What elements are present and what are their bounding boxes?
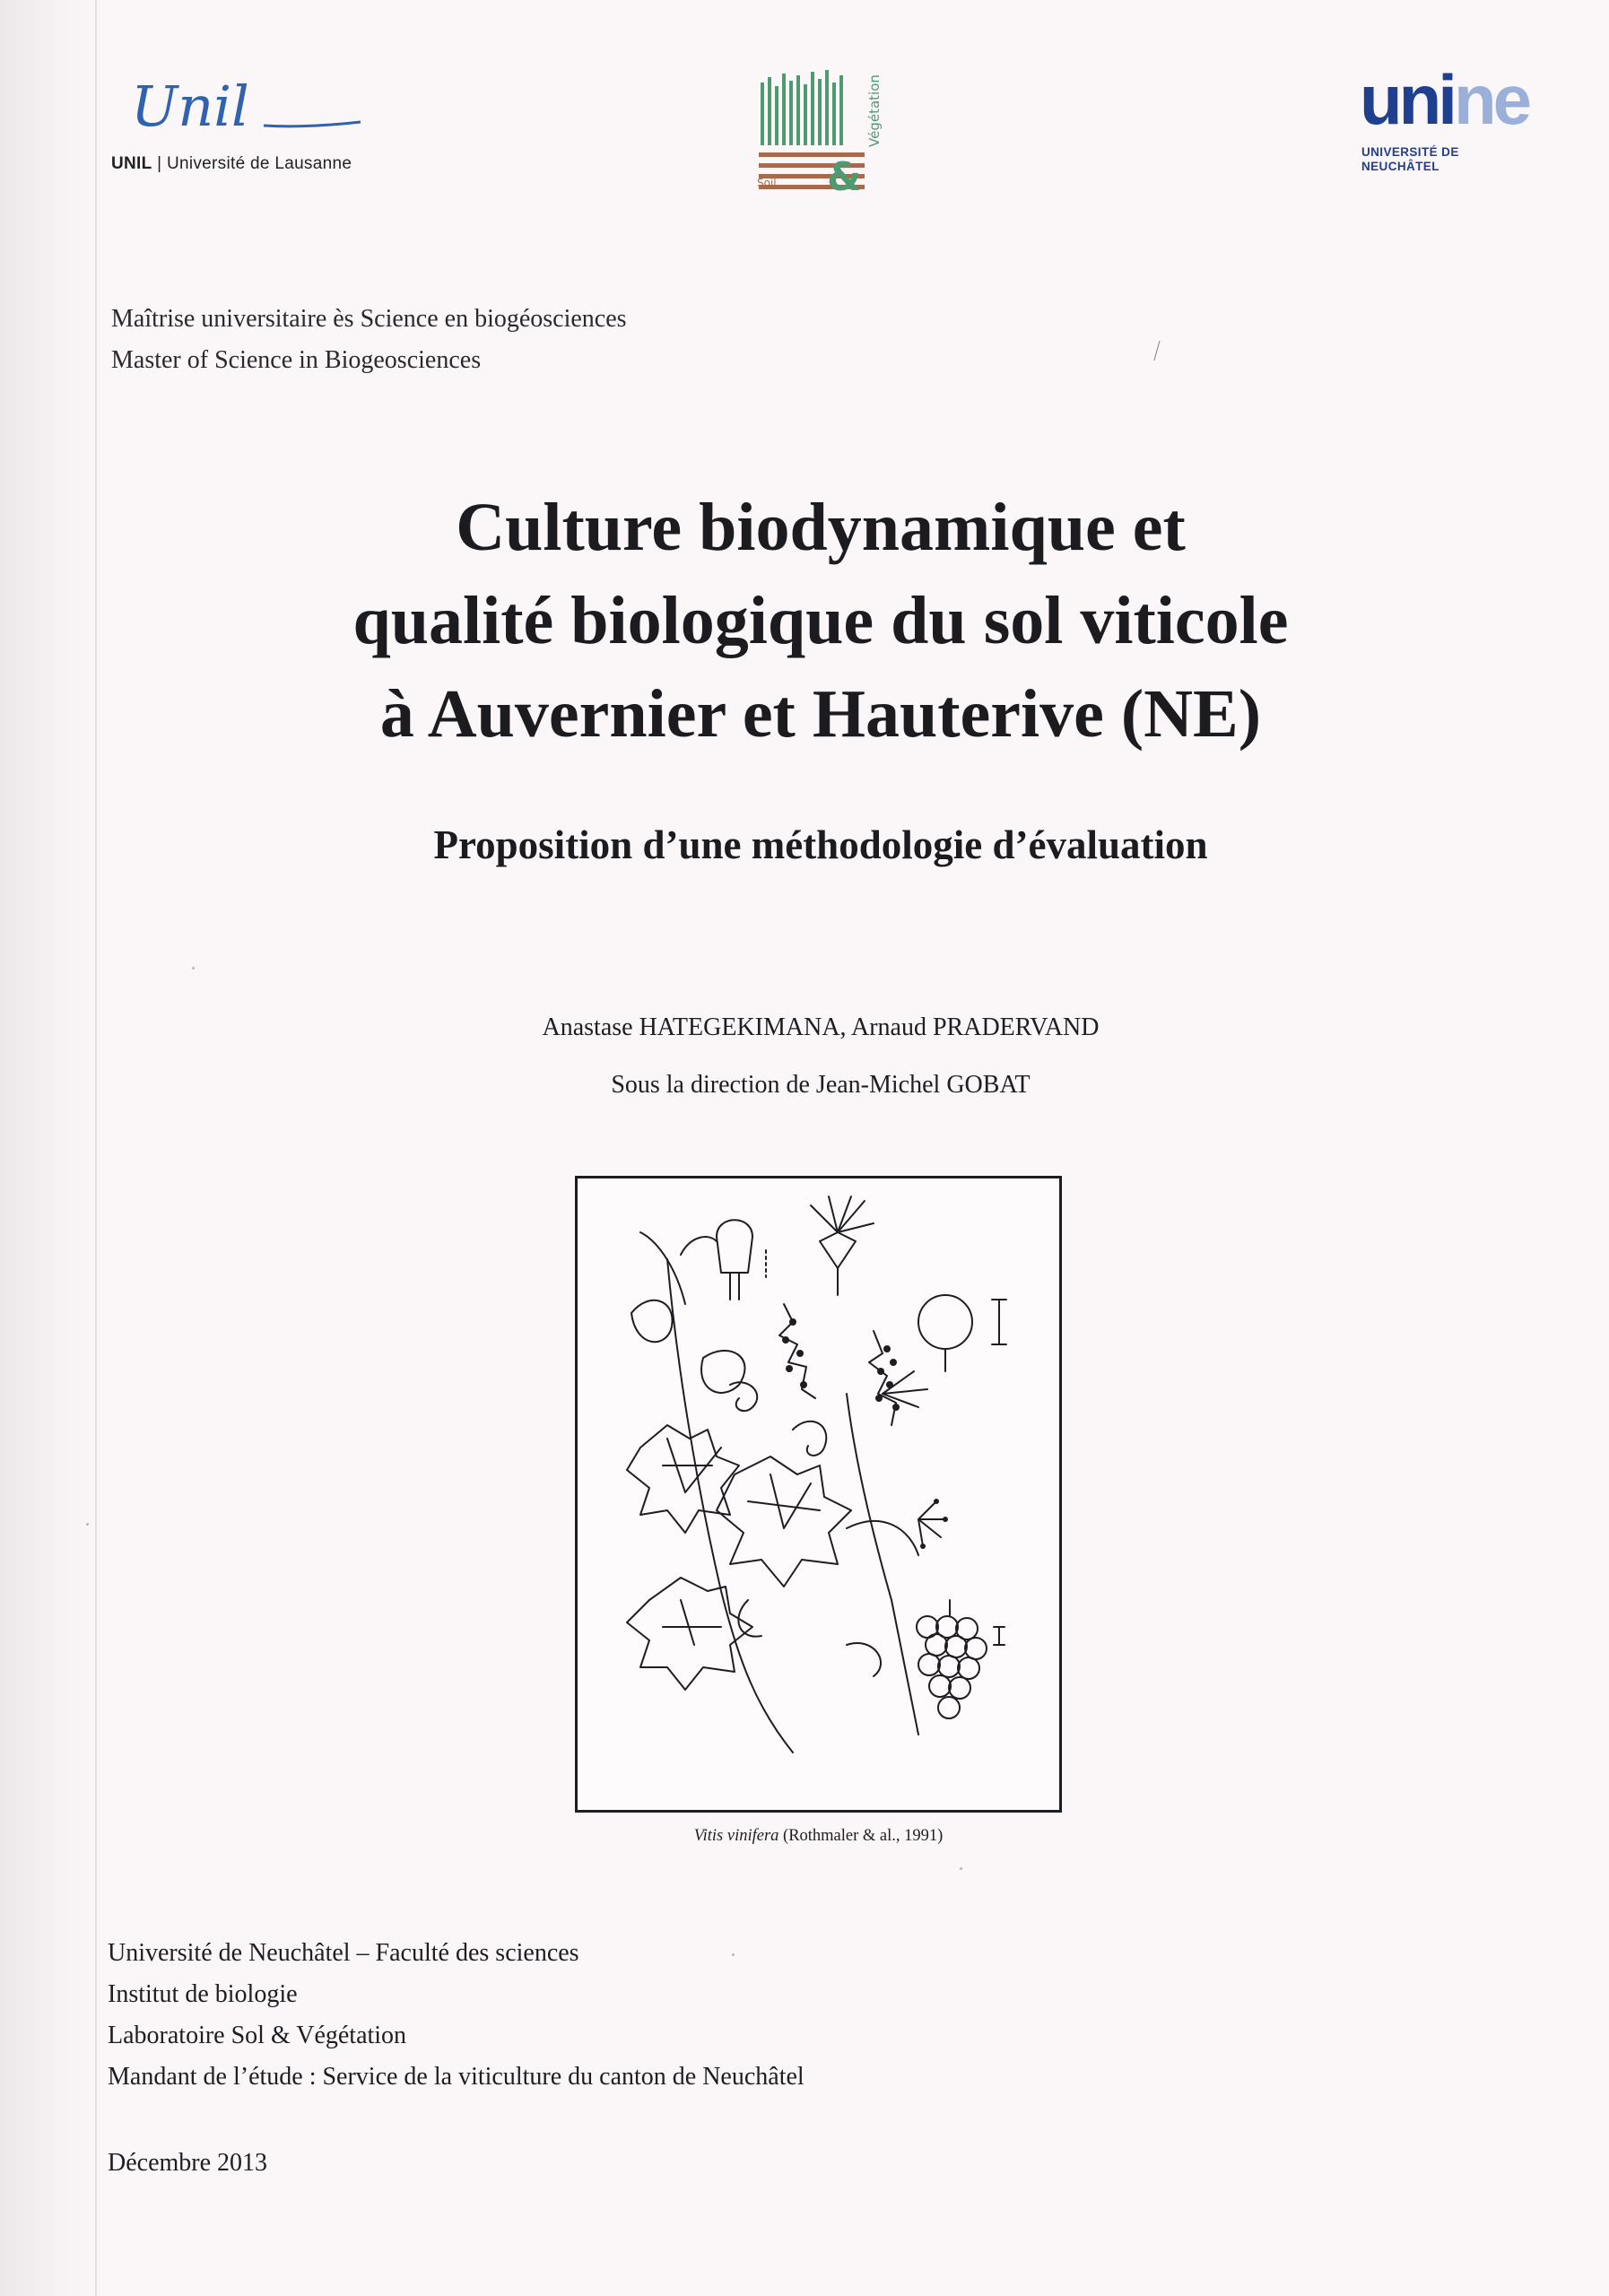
authors: Anastase HATEGEKIMANA, Arnaud PRADERVAND bbox=[542, 1013, 1100, 1041]
grape-cluster bbox=[917, 1600, 987, 1718]
page-title bbox=[135, 481, 1507, 761]
unine-word-a: uni bbox=[1360, 60, 1454, 139]
title-line-2: qualité biologique du sol viticole bbox=[352, 583, 1289, 658]
unil-abbr: UNIL bbox=[111, 154, 152, 173]
vine-leaf bbox=[627, 1425, 739, 1533]
paper-speck bbox=[732, 1953, 735, 1956]
soil-vegetation-logo bbox=[753, 66, 897, 210]
unine-logo bbox=[1360, 60, 1539, 181]
unine-line1: UNIVERSITÉ DE bbox=[1361, 145, 1459, 159]
figure-caption bbox=[575, 1824, 1062, 1848]
scale-bar bbox=[992, 1300, 1006, 1344]
program-french: Maîtrise universitaire ès Science en biogéosciences bbox=[111, 305, 627, 333]
institution-line-2: Institut de biologie bbox=[108, 1980, 298, 2008]
stamen-detail bbox=[811, 1196, 874, 1232]
program-english: Master of Science in Biogeosciences bbox=[111, 346, 482, 374]
page-subtitle: Proposition d’une méthodologie d’évaluation bbox=[433, 822, 1208, 867]
paper-speck bbox=[192, 967, 195, 970]
flower-bud-detail bbox=[717, 1220, 752, 1273]
sv-ampersand: & bbox=[827, 154, 862, 200]
tendril bbox=[730, 1382, 757, 1411]
main-shoot bbox=[667, 1259, 793, 1752]
institution-block bbox=[108, 1933, 804, 2098]
institution-line-3: Laboratoire Sol & Végétation bbox=[108, 2022, 407, 2049]
pen-tick-mark: ∕ bbox=[1150, 337, 1164, 365]
title-line-1: Culture biodynamique et bbox=[456, 490, 1186, 565]
unil-logo bbox=[111, 74, 398, 181]
unine-word-b: ne bbox=[1453, 60, 1528, 139]
vitis-illustration-frame bbox=[575, 1176, 1062, 1813]
sv-vegetation-word: Végétation bbox=[866, 74, 883, 147]
supervisor: Sous la direction de Jean-Michel GOBAT bbox=[611, 1071, 1031, 1099]
sv-soil-word: Soil bbox=[757, 177, 777, 189]
grapevine-drawing bbox=[578, 1178, 1059, 1810]
unil-separator: | bbox=[157, 154, 162, 173]
paper-speck bbox=[86, 1523, 89, 1526]
caption-species: Vitis vinifera bbox=[693, 1827, 779, 1845]
unil-swash-stroke bbox=[264, 122, 361, 126]
unine-line2: NEUCHÂTEL bbox=[1361, 160, 1439, 173]
institution-line-4: Mandant de l’étude : Service de la viticulture du canton de Neuchâtel bbox=[108, 2063, 804, 2091]
title-line-3: à Auvernier et Hauterive (NE) bbox=[379, 676, 1262, 752]
publication-date: Décembre 2013 bbox=[108, 2149, 268, 2177]
unil-text bbox=[111, 154, 352, 174]
vegetation-bars bbox=[761, 70, 843, 145]
unil-script-mark bbox=[131, 74, 364, 145]
unine-wordmark bbox=[1360, 60, 1528, 139]
program-block bbox=[111, 299, 627, 381]
page-edge-shadow bbox=[0, 0, 97, 2296]
caption-source: (Rothmaler & al., 1991) bbox=[778, 1827, 944, 1845]
institution-line-1: Université de Neuchâtel – Faculté des sciences bbox=[108, 1939, 579, 1967]
paper-speck bbox=[960, 1867, 962, 1870]
unil-name: Université de Lausanne bbox=[166, 154, 352, 173]
unil-script-word: Unil bbox=[131, 74, 249, 139]
soil-vegetation-mark bbox=[753, 66, 897, 210]
berry-section bbox=[918, 1295, 972, 1349]
page-fold-line bbox=[95, 0, 97, 2296]
unine-subtitle bbox=[1361, 145, 1459, 174]
